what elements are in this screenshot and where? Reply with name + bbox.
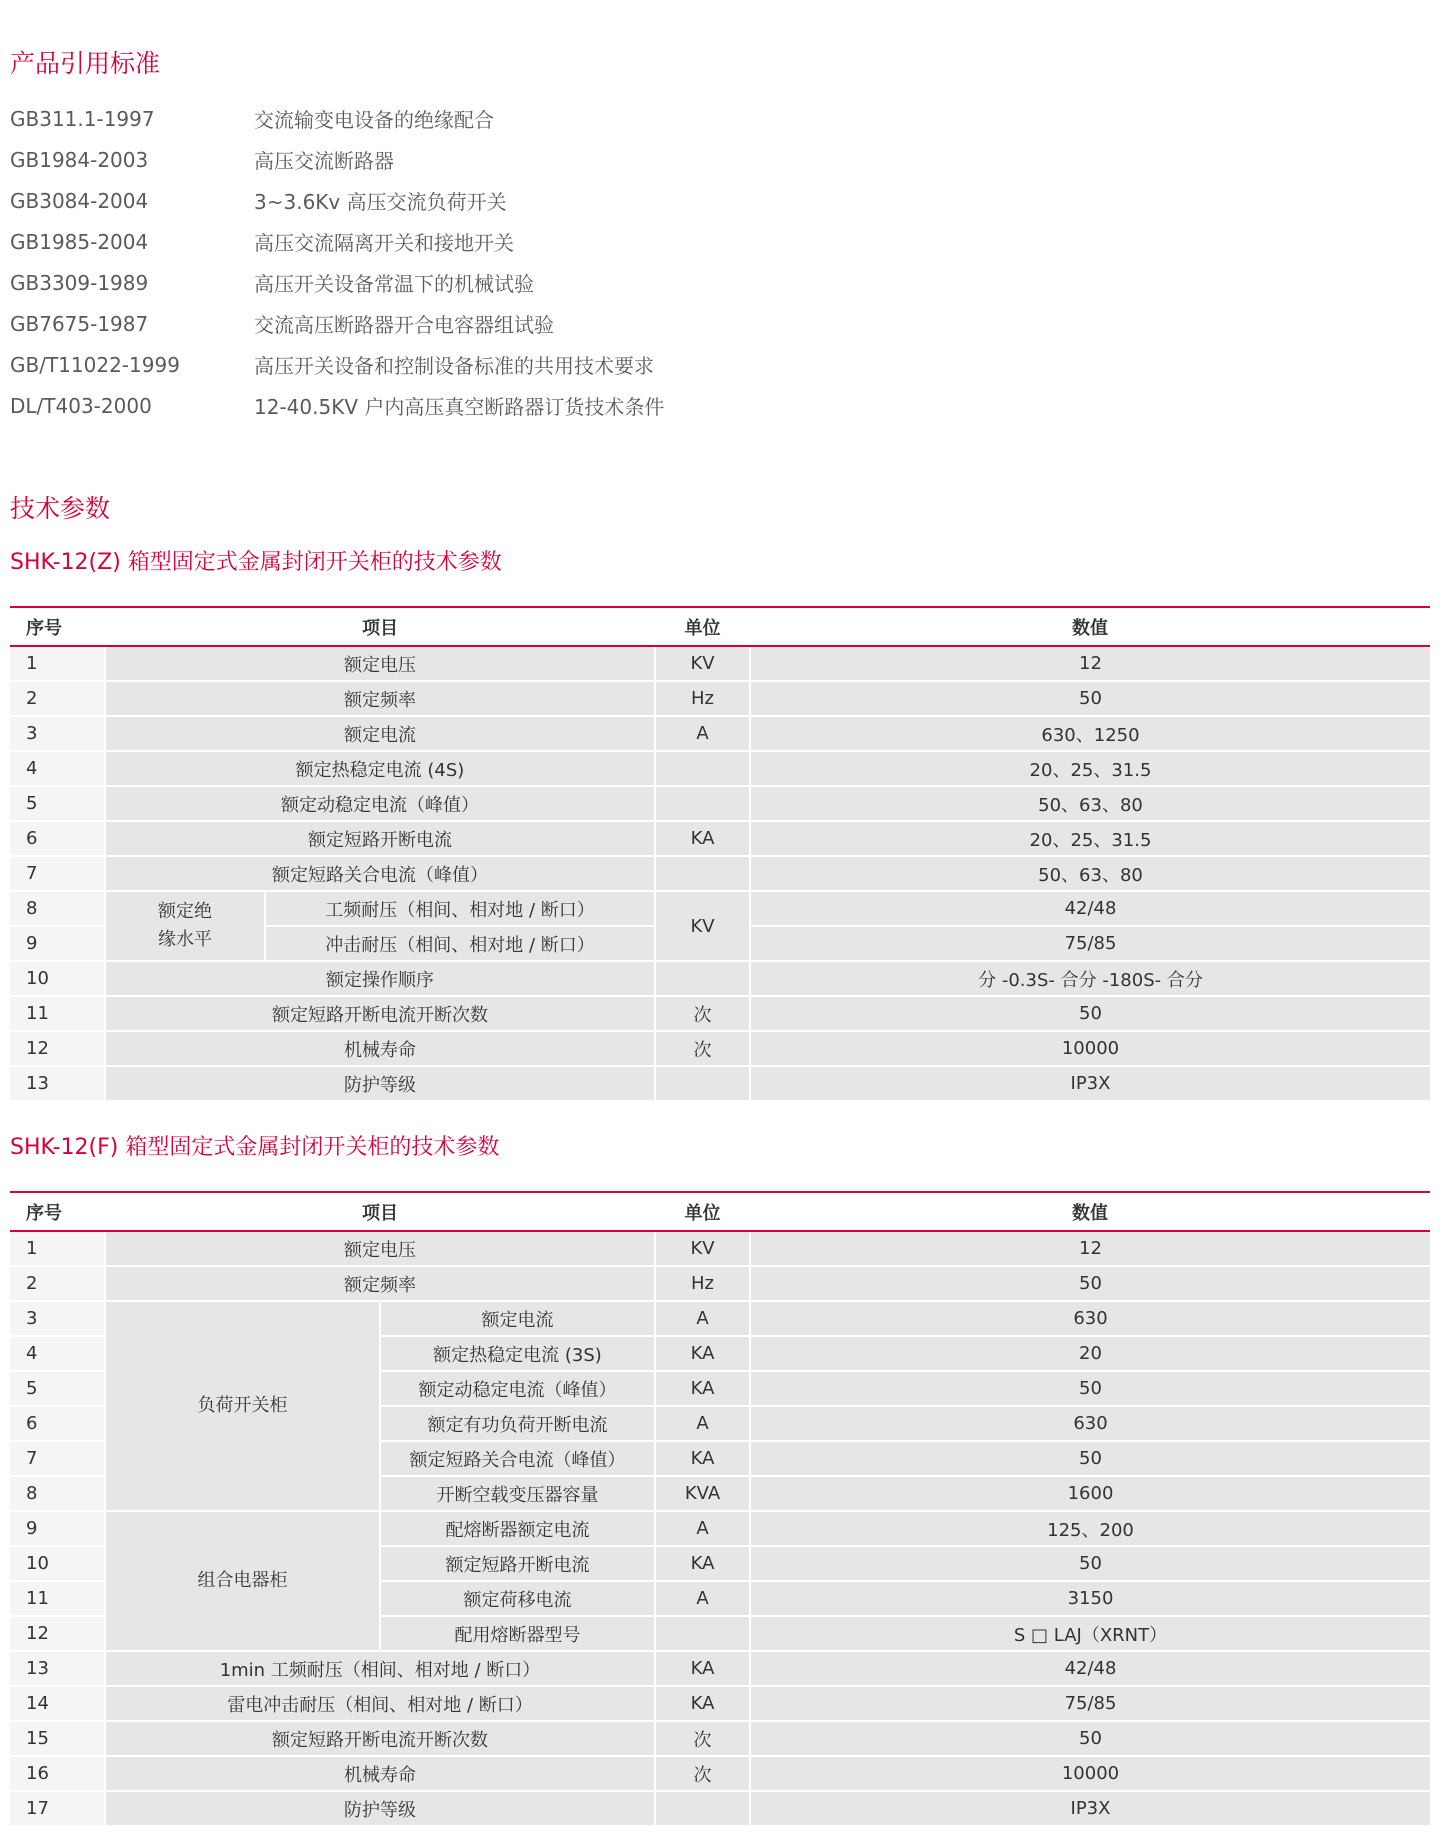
table-row — [10, 1756, 1430, 1791]
standard-name: 3~3.6Kv 高压交流负荷开关 — [254, 190, 507, 214]
row-item: 冲击耐压（相间、相对地 / 断口） — [265, 926, 655, 961]
row-index: 8 — [10, 1476, 105, 1511]
row-value: 50 — [750, 1371, 1430, 1406]
row-unit — [655, 751, 750, 786]
row-value: 50 — [750, 1266, 1430, 1301]
spec-table-f — [10, 1191, 1430, 1825]
row-index: 2 — [10, 1266, 105, 1301]
row-item: 额定动稳定电流（峰值） — [105, 786, 655, 821]
list-item — [10, 139, 910, 180]
table-row — [10, 1301, 1430, 1336]
row-index: 12 — [10, 1616, 105, 1651]
row-index: 2 — [10, 681, 105, 716]
standard-code: GB7675-1987 — [10, 311, 149, 336]
row-unit: KA — [655, 1336, 750, 1371]
row-item: 额定热稳定电流 (4S) — [105, 751, 655, 786]
row-unit: A — [655, 1511, 750, 1546]
standard-name: 12-40.5KV 户内高压真空断路器订货技术条件 — [254, 395, 665, 419]
standard-code: GB/T11022-1999 — [10, 352, 180, 377]
row-unit — [655, 1066, 750, 1100]
table-row — [10, 681, 1430, 716]
tech-heading: 技术参数 — [10, 494, 111, 523]
table-row — [10, 821, 1430, 856]
row-value: 20、25、31.5 — [750, 751, 1430, 786]
row-item: 额定短路开断电流 — [380, 1546, 655, 1581]
row-item: 额定动稳定电流（峰值） — [380, 1371, 655, 1406]
table-header-row — [10, 1192, 1430, 1231]
row-unit: KA — [655, 1371, 750, 1406]
row-item: 额定短路关合电流（峰值） — [105, 856, 655, 891]
row-index: 3 — [10, 716, 105, 751]
row-item: 1min 工频耐压（相间、相对地 / 断口） — [105, 1651, 655, 1686]
row-item: 额定操作顺序 — [105, 961, 655, 996]
row-index: 13 — [10, 1651, 105, 1686]
standard-code: GB1985-2004 — [10, 229, 149, 254]
table-row — [10, 1721, 1430, 1756]
row-index: 3 — [10, 1301, 105, 1336]
table-row — [10, 1231, 1430, 1266]
table-row — [10, 751, 1430, 786]
row-item: 工频耐压（相间、相对地 / 断口） — [265, 891, 655, 926]
row-item: 机械寿命 — [105, 1756, 655, 1791]
row-item: 机械寿命 — [105, 1031, 655, 1066]
group-label-insulation: 额定绝 缘水平 — [105, 891, 265, 961]
row-unit: 次 — [655, 1756, 750, 1791]
table-row — [10, 1266, 1430, 1301]
row-item: 额定频率 — [105, 1266, 655, 1301]
list-item — [10, 221, 910, 262]
row-item: 额定电流 — [380, 1301, 655, 1336]
row-value: 20 — [750, 1336, 1430, 1371]
row-index: 13 — [10, 1066, 105, 1100]
row-item: 额定电流 — [105, 716, 655, 751]
row-unit: A — [655, 1581, 750, 1616]
row-value: 42/48 — [750, 891, 1430, 926]
header-item: 项目 — [105, 1192, 655, 1231]
row-item: 雷电冲击耐压（相间、相对地 / 断口） — [105, 1686, 655, 1721]
row-value: 75/85 — [750, 1686, 1430, 1721]
table-row — [10, 1031, 1430, 1066]
table-row — [10, 1066, 1430, 1100]
row-unit — [655, 961, 750, 996]
header-item: 项目 — [105, 607, 655, 646]
row-index: 12 — [10, 1031, 105, 1066]
row-value: 630 — [750, 1406, 1430, 1441]
row-value: IP3X — [750, 1791, 1430, 1825]
row-index: 1 — [10, 1231, 105, 1266]
row-item: 额定电压 — [105, 646, 655, 681]
table1-title: SHK-12(Z) 箱型固定式金属封闭开关柜的技术参数 — [10, 550, 502, 575]
row-item: 配熔断器额定电流 — [380, 1511, 655, 1546]
standard-name: 高压开关设备和控制设备标准的共用技术要求 — [254, 354, 654, 378]
row-value: 20、25、31.5 — [750, 821, 1430, 856]
row-index: 14 — [10, 1686, 105, 1721]
row-unit: 次 — [655, 1031, 750, 1066]
row-value: 10000 — [750, 1756, 1430, 1791]
header-unit: 单位 — [655, 1192, 750, 1231]
row-unit — [655, 1616, 750, 1651]
row-unit — [655, 856, 750, 891]
row-unit: 次 — [655, 1721, 750, 1756]
row-item: 额定热稳定电流 (3S) — [380, 1336, 655, 1371]
row-index: 11 — [10, 996, 105, 1031]
table-row — [10, 1791, 1430, 1825]
row-value: 630 — [750, 1301, 1430, 1336]
row-unit: Hz — [655, 681, 750, 716]
row-item: 配用熔断器型号 — [380, 1616, 655, 1651]
row-index: 8 — [10, 891, 105, 926]
row-index: 10 — [10, 1546, 105, 1581]
row-value: 125、200 — [750, 1511, 1430, 1546]
standard-name: 高压交流隔离开关和接地开关 — [254, 231, 514, 255]
row-value: 12 — [750, 1231, 1430, 1266]
row-index: 7 — [10, 1441, 105, 1476]
table-row — [10, 1651, 1430, 1686]
row-value: 12 — [750, 646, 1430, 681]
row-value: 50 — [750, 996, 1430, 1031]
row-unit: KA — [655, 821, 750, 856]
standard-name: 高压开关设备常温下的机械试验 — [254, 272, 534, 296]
table-row — [10, 961, 1430, 996]
row-item: 防护等级 — [105, 1791, 655, 1825]
standard-code: GB311.1-1997 — [10, 106, 155, 131]
row-item: 额定频率 — [105, 681, 655, 716]
table-row — [10, 891, 1430, 926]
row-unit: Hz — [655, 1266, 750, 1301]
row-index: 6 — [10, 821, 105, 856]
list-item — [10, 303, 910, 344]
row-value: 630、1250 — [750, 716, 1430, 751]
list-item — [10, 262, 910, 303]
row-item: 额定短路开断电流开断次数 — [105, 1721, 655, 1756]
standard-code: GB3084-2004 — [10, 188, 149, 213]
table-row — [10, 1511, 1430, 1546]
table-row — [10, 1686, 1430, 1721]
row-item: 额定短路关合电流（峰值） — [380, 1441, 655, 1476]
row-item: 防护等级 — [105, 1066, 655, 1100]
row-item: 额定短路开断电流 — [105, 821, 655, 856]
list-item — [10, 180, 910, 221]
standard-name: 交流输变电设备的绝缘配合 — [254, 108, 494, 132]
row-unit: KA — [655, 1441, 750, 1476]
row-value: 1600 — [750, 1476, 1430, 1511]
standards-heading: 产品引用标准 — [10, 49, 161, 78]
row-index: 15 — [10, 1721, 105, 1756]
row-value: IP3X — [750, 1066, 1430, 1100]
row-value: 10000 — [750, 1031, 1430, 1066]
row-unit: A — [655, 1301, 750, 1336]
standard-code: DL/T403-2000 — [10, 393, 152, 418]
row-value: S □ LAJ（XRNT） — [750, 1616, 1430, 1651]
row-index: 5 — [10, 1371, 105, 1406]
row-index: 4 — [10, 1336, 105, 1371]
row-item: 额定电压 — [105, 1231, 655, 1266]
row-unit: KA — [655, 1546, 750, 1581]
header-value: 数值 — [750, 1192, 1430, 1231]
row-item: 额定荷移电流 — [380, 1581, 655, 1616]
header-value: 数值 — [750, 607, 1430, 646]
list-item — [10, 344, 910, 385]
row-value: 分 -0.3S- 合分 -180S- 合分 — [750, 961, 1430, 996]
row-unit: A — [655, 1406, 750, 1441]
row-unit: 次 — [655, 996, 750, 1031]
standards-list — [10, 98, 910, 426]
row-index: 4 — [10, 751, 105, 786]
row-unit: KVA — [655, 1476, 750, 1511]
row-value: 3150 — [750, 1581, 1430, 1616]
standard-code: GB1984-2003 — [10, 147, 149, 172]
row-value: 50 — [750, 1721, 1430, 1756]
row-unit: KV — [655, 646, 750, 681]
row-index: 7 — [10, 856, 105, 891]
standard-code: GB3309-1989 — [10, 270, 149, 295]
standard-name: 高压交流断路器 — [254, 149, 394, 173]
group-label-load-switch: 负荷开关柜 — [105, 1301, 380, 1511]
list-item — [10, 98, 910, 139]
header-idx: 序号 — [10, 607, 105, 646]
header-idx: 序号 — [10, 1192, 105, 1231]
table-row — [10, 856, 1430, 891]
row-index: 16 — [10, 1756, 105, 1791]
table-header-row — [10, 607, 1430, 646]
list-item — [10, 385, 910, 426]
table-row — [10, 646, 1430, 681]
row-index: 11 — [10, 1581, 105, 1616]
row-value: 50 — [750, 1546, 1430, 1581]
group-label-combined: 组合电器柜 — [105, 1511, 380, 1651]
row-unit: KV — [655, 1231, 750, 1266]
header-unit: 单位 — [655, 607, 750, 646]
row-index: 6 — [10, 1406, 105, 1441]
row-item: 额定有功负荷开断电流 — [380, 1406, 655, 1441]
row-value: 75/85 — [750, 926, 1430, 961]
row-value: 50、63、80 — [750, 786, 1430, 821]
row-unit: KA — [655, 1686, 750, 1721]
standard-name: 交流高压断路器开合电容器组试验 — [254, 313, 554, 337]
row-value: 50 — [750, 681, 1430, 716]
row-unit: A — [655, 716, 750, 751]
row-index: 9 — [10, 1511, 105, 1546]
table-row — [10, 996, 1430, 1031]
row-unit: KV — [655, 891, 750, 961]
row-index: 1 — [10, 646, 105, 681]
spec-table-z — [10, 606, 1430, 1100]
row-unit — [655, 786, 750, 821]
table2-title: SHK-12(F) 箱型固定式金属封闭开关柜的技术参数 — [10, 1135, 500, 1160]
row-index: 10 — [10, 961, 105, 996]
row-index: 17 — [10, 1791, 105, 1825]
row-value: 42/48 — [750, 1651, 1430, 1686]
row-unit — [655, 1791, 750, 1825]
row-item: 开断空载变压器容量 — [380, 1476, 655, 1511]
row-item: 额定短路开断电流开断次数 — [105, 996, 655, 1031]
table-row — [10, 786, 1430, 821]
row-index: 9 — [10, 926, 105, 961]
row-value: 50 — [750, 1441, 1430, 1476]
row-unit: KA — [655, 1651, 750, 1686]
table-row — [10, 716, 1430, 751]
row-index: 5 — [10, 786, 105, 821]
row-value: 50、63、80 — [750, 856, 1430, 891]
